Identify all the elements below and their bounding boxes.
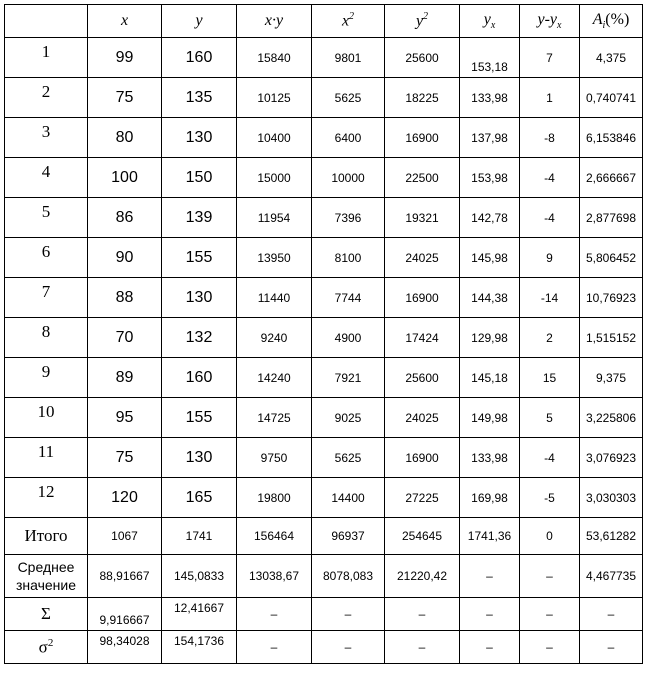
total-cell-x: 1067 [88,518,162,555]
cell-x2: 5625 [312,78,385,118]
cell-x2: 7744 [312,278,385,318]
table-row [5,238,643,278]
cell-x: 120 [88,478,162,518]
cell-x2: 9025 [312,398,385,438]
cell-a: 0,740741 [580,78,643,118]
cell-y: 160 [162,38,237,78]
cell-y2: 17424 [385,318,460,358]
cell-d: 2 [520,318,580,358]
header-diff: $y-y_x$ [520,5,580,38]
cell-yx: 153,98 [460,158,520,198]
mean-cell-x: 88,91667 [88,555,162,598]
mean-cell-x2: 8078,083 [312,555,385,598]
cell-a: 5,806452 [580,238,643,278]
sigma-cell-a: – [580,598,643,631]
total-cell-x2: 96937 [312,518,385,555]
cell-xy: 10125 [237,78,312,118]
cell-a: 2,877698 [580,198,643,238]
variance-cell-a: – [580,631,643,664]
cell-xy: 11440 [237,278,312,318]
cell-x: 95 [88,398,162,438]
cell-xy: 19800 [237,478,312,518]
mean-cell-a: 4,467735 [580,555,643,598]
cell-x2: 9801 [312,38,385,78]
sigma-cell-y2: – [385,598,460,631]
mean-cell-xy: 13038,67 [237,555,312,598]
cell-a: 1,515152 [580,318,643,358]
cell-yx: 129,98 [460,318,520,358]
cell-a: 3,225806 [580,398,643,438]
table-row [5,198,643,238]
cell-a: 3,076923 [580,438,643,478]
cell-d: 7 [520,38,580,78]
table-row [5,358,643,398]
cell-x2: 14400 [312,478,385,518]
row-index: 8 [5,318,88,358]
cell-x2: 10000 [312,158,385,198]
cell-y2: 18225 [385,78,460,118]
header-y2: $y^2$ [385,5,460,38]
cell-xy: 9240 [237,318,312,358]
table-row [5,158,643,198]
cell-y2: 16900 [385,118,460,158]
cell-x: 88 [88,278,162,318]
header-ai: $A_i(\%)$ [580,5,643,38]
table-row [5,318,643,358]
cell-y: 165 [162,478,237,518]
cell-y: 155 [162,398,237,438]
cell-yx: 137,98 [460,118,520,158]
cell-xy: 14240 [237,358,312,398]
cell-y2: 27225 [385,478,460,518]
header-x: x [88,5,162,38]
cell-y: 130 [162,278,237,318]
mean-row [5,555,643,598]
row-index: 11 [5,438,88,478]
cell-d: 5 [520,398,580,438]
cell-xy: 9750 [237,438,312,478]
table-row [5,278,643,318]
cell-d: -4 [520,438,580,478]
cell-a: 2,666667 [580,158,643,198]
cell-y2: 24025 [385,398,460,438]
table-row [5,78,643,118]
cell-d: -14 [520,278,580,318]
variance-cell-x2: – [312,631,385,664]
variance-cell-y: 154,1736 [162,631,237,664]
mean-cell-y: 145,0833 [162,555,237,598]
cell-x: 99 [88,38,162,78]
cell-y: 139 [162,198,237,238]
table-row [5,38,643,78]
total-label: Итого [5,518,88,555]
header-x2: $x^2$ [312,5,385,38]
cell-d: -4 [520,198,580,238]
cell-x: 75 [88,78,162,118]
cell-y2: 19321 [385,198,460,238]
cell-y: 135 [162,78,237,118]
table-row [5,118,643,158]
cell-yx: 133,98 [460,78,520,118]
cell-d: -5 [520,478,580,518]
row-index: 1 [5,38,88,78]
cell-y2: 25600 [385,358,460,398]
variance-row [5,631,643,664]
cell-x: 75 [88,438,162,478]
cell-x2: 7396 [312,198,385,238]
table-row [5,398,643,438]
cell-yx: 169,98 [460,478,520,518]
row-index: 7 [5,278,88,318]
total-cell-d: 0 [520,518,580,555]
sigma-cell-x: 9,916667 [88,598,162,631]
cell-y2: 24025 [385,238,460,278]
header-xy: x·y [237,5,312,38]
cell-x: 100 [88,158,162,198]
total-cell-a: 53,61282 [580,518,643,555]
cell-yx: 153,18 [460,38,520,78]
table-row [5,478,643,518]
cell-yx: 144,38 [460,278,520,318]
cell-x2: 7921 [312,358,385,398]
header-empty [5,5,88,38]
cell-y: 130 [162,438,237,478]
cell-y: 130 [162,118,237,158]
cell-x2: 5625 [312,438,385,478]
cell-xy: 15000 [237,158,312,198]
variance-cell-x: 98,34028 [88,631,162,664]
mean-label: Среднее значение [5,555,88,598]
regression-table [4,4,643,664]
variance-cell-d: – [520,631,580,664]
cell-x: 86 [88,198,162,238]
sigma-cell-xy: – [237,598,312,631]
cell-y: 160 [162,358,237,398]
cell-x: 80 [88,118,162,158]
mean-cell-yx: – [460,555,520,598]
cell-y: 132 [162,318,237,358]
cell-a: 9,375 [580,358,643,398]
cell-xy: 14725 [237,398,312,438]
sigma-cell-yx: – [460,598,520,631]
cell-x: 70 [88,318,162,358]
cell-yx: 145,18 [460,358,520,398]
cell-xy: 15840 [237,38,312,78]
cell-d: 1 [520,78,580,118]
row-index: 5 [5,198,88,238]
cell-yx: 133,98 [460,438,520,478]
total-cell-y2: 254645 [385,518,460,555]
mean-cell-d: – [520,555,580,598]
cell-x2: 6400 [312,118,385,158]
cell-y2: 16900 [385,278,460,318]
cell-x: 89 [88,358,162,398]
variance-cell-y2: – [385,631,460,664]
cell-d: 9 [520,238,580,278]
cell-xy: 10400 [237,118,312,158]
cell-xy: 11954 [237,198,312,238]
cell-yx: 142,78 [460,198,520,238]
cell-y2: 16900 [385,438,460,478]
header-y: y [162,5,237,38]
variance-label: $\sigma^2$ [5,631,88,664]
cell-y: 155 [162,238,237,278]
header-row [5,5,643,38]
cell-y: 150 [162,158,237,198]
row-index: 3 [5,118,88,158]
sigma-cell-y: 12,41667 [162,598,237,631]
total-cell-y: 1741 [162,518,237,555]
cell-yx: 149,98 [460,398,520,438]
cell-x: 90 [88,238,162,278]
row-index: 6 [5,238,88,278]
table-row [5,438,643,478]
mean-cell-y2: 21220,42 [385,555,460,598]
cell-yx: 145,98 [460,238,520,278]
row-index: 10 [5,398,88,438]
cell-y2: 25600 [385,38,460,78]
sigma-cell-x2: – [312,598,385,631]
cell-a: 3,030303 [580,478,643,518]
cell-a: 10,76923 [580,278,643,318]
cell-a: 4,375 [580,38,643,78]
cell-d: -4 [520,158,580,198]
row-index: 9 [5,358,88,398]
cell-x2: 4900 [312,318,385,358]
total-row [5,518,643,555]
sigma-row [5,598,643,631]
cell-d: 15 [520,358,580,398]
sigma-cell-d: – [520,598,580,631]
cell-d: -8 [520,118,580,158]
total-cell-yx: 1741,36 [460,518,520,555]
total-cell-xy: 156464 [237,518,312,555]
header-yx: $y_x$ [460,5,520,38]
variance-cell-yx: – [460,631,520,664]
cell-y2: 22500 [385,158,460,198]
row-index: 12 [5,478,88,518]
cell-a: 6,153846 [580,118,643,158]
cell-x2: 8100 [312,238,385,278]
sigma-label: Σ [5,598,88,631]
row-index: 2 [5,78,88,118]
row-index: 4 [5,158,88,198]
cell-xy: 13950 [237,238,312,278]
variance-cell-xy: – [237,631,312,664]
